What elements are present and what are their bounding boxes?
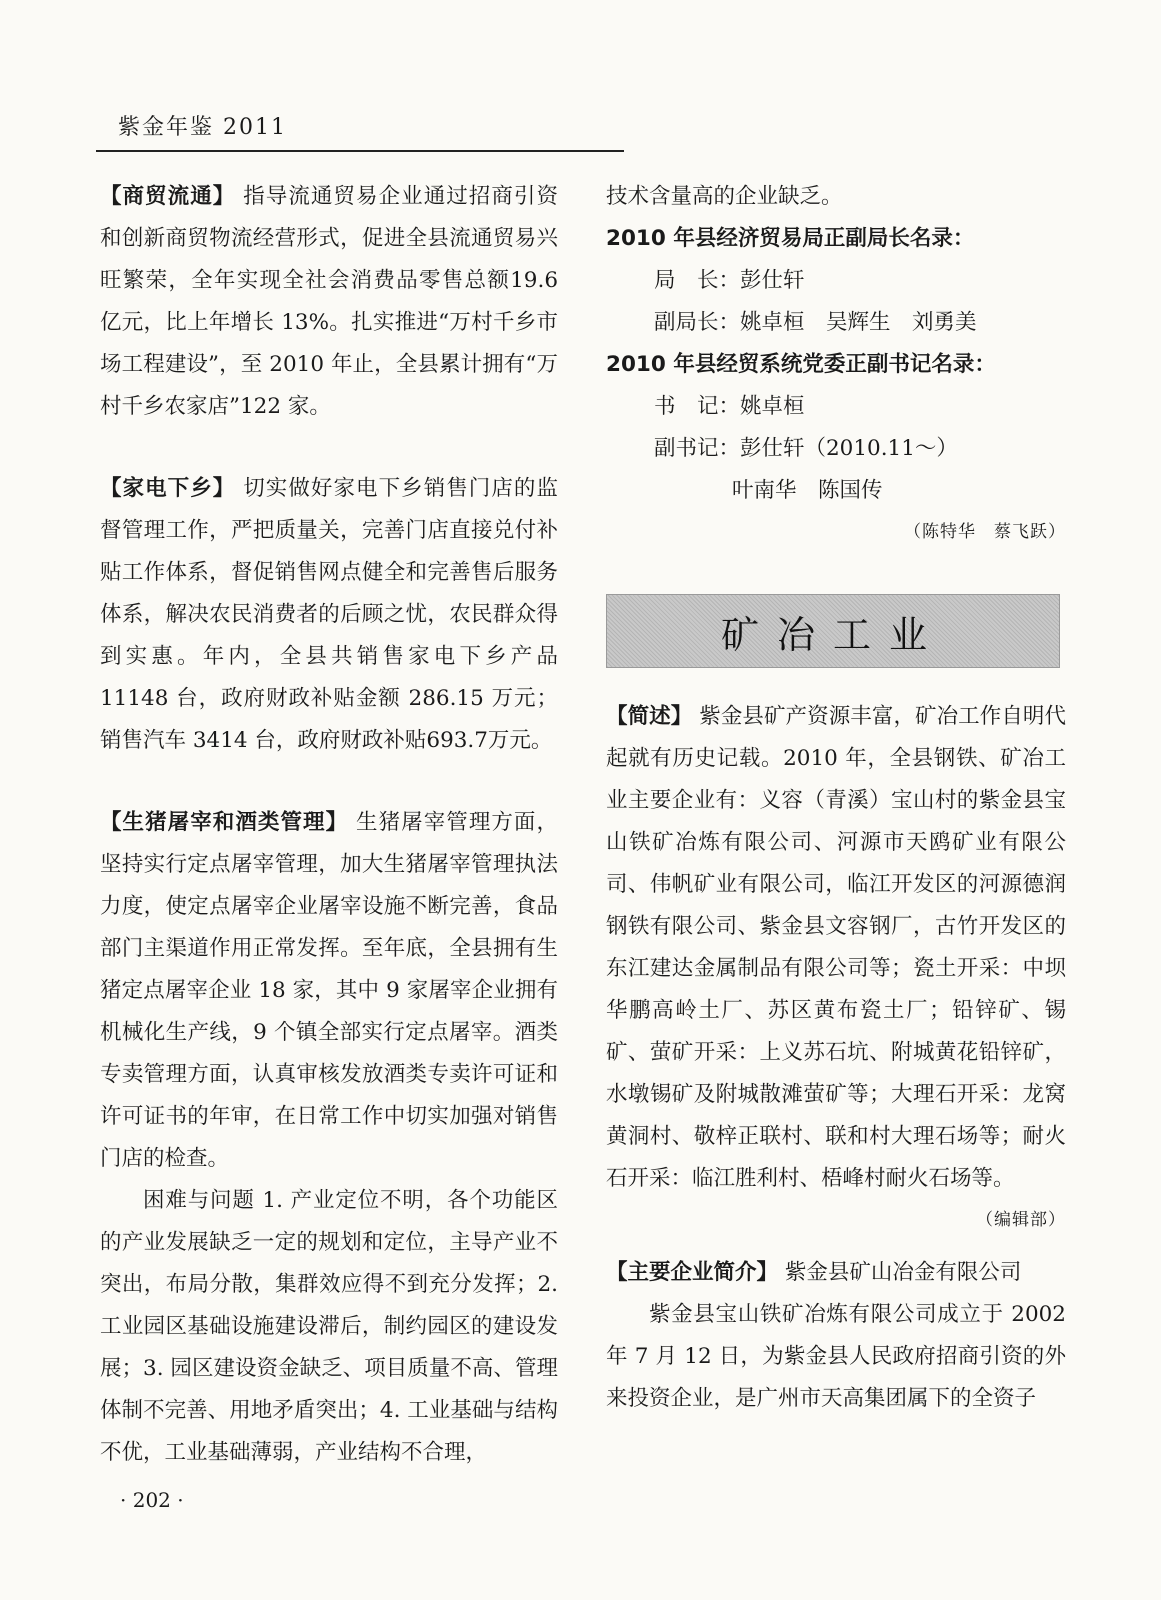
problems-lead: 困难与问题 xyxy=(143,1188,255,1213)
section-keyword: 【家电下乡】 xyxy=(100,476,236,501)
paragraph-slaughter-liquor xyxy=(100,802,558,1180)
page-number: · 202 · xyxy=(120,1488,184,1512)
header-rule xyxy=(96,150,624,152)
paragraph-text: 生猪屠宰管理方面，坚持实行定点屠宰管理，加大生猪屠宰管理执法力度，使定点屠宰企业屠宰设施不断完善，食品部门主渠道作用正常发挥。至年底，全县拥有生猪定点屠宰企业 18 家，其中 9 家屠宰企业拥有机械化生产线，9 个镇全部实行定点屠宰。酒类专卖管理方面，认真审核发放酒类专卖许可证和许可证书的年审，在日常工作中切实加强对销售门店的检查。 xyxy=(100,810,558,1171)
list-row: 局 长：彭仕轩 xyxy=(654,268,805,293)
list-row: 叶南华 陈国传 xyxy=(732,478,883,503)
paragraph-enterprise-detail: 紫金县宝山铁矿冶炼有限公司成立于 2002 年 7 月 12 日，为紫金县人民政府招商引资的外来投资企业，是广州市天高集团属下的全资子 xyxy=(606,1302,1066,1411)
paragraph-continuation: 技术含量高的企业缺乏。 xyxy=(606,184,843,209)
paragraph-overview xyxy=(606,696,1066,1200)
running-title: 紫金年鉴 2011 xyxy=(118,115,287,140)
section-title: 矿冶工业 xyxy=(720,612,945,657)
section-banner xyxy=(606,594,1060,668)
paragraph-commerce xyxy=(100,176,558,428)
list-title-bureau: 2010 年县经济贸易局正副局长名录： xyxy=(606,226,975,251)
right-column xyxy=(606,176,1066,1420)
section-keyword: 【生猪屠宰和酒类管理】 xyxy=(100,810,349,835)
author-credit: （陈特华 蔡飞跃） xyxy=(904,522,1066,542)
paragraph-text: 指导流通贸易企业通过招商引资和创新商贸物流经营形式，促进全县流通贸易兴旺繁荣，全年实现全社会消费品零售总额19.6 亿元，比上年增长 13%。扎实推进“万村千乡市场工程建设”，至 2010 年止，全县累计拥有“万村千乡农家店”122 家。 xyxy=(100,184,558,419)
paragraph-appliances xyxy=(100,468,558,762)
list-row: 副书记：彭仕轩（2010.11～） xyxy=(654,436,958,461)
paragraph-problems xyxy=(100,1180,558,1474)
section-keyword: 【简述】 xyxy=(606,704,693,729)
paragraph-text: 紫金县矿产资源丰富，矿冶工作自明代起就有历史记载。2010 年，全县钢铁、矿冶工业主要企业有：义容（青溪）宝山村的紫金县宝山铁矿冶炼有限公司、河源市天鸥矿业有限公司、伟帆矿业有限公司，临江开发区的河源德润钢铁有限公司、紫金县文容钢厂，古竹开发区的东江建达金属制品有限公司等；瓷土开采：中坝华鹏高岭土厂、苏区黄布瓷土厂；铅锌矿、锡矿、萤矿开采：上义苏石坑、附城黄花铅锌矿，水墩锡矿及附城散滩萤矿等；大理石开采：龙窝黄洞村、敬梓正联村、联和村大理石场等；耐火石开采：临江胜利村、梧峰村耐火石场等。 xyxy=(606,704,1066,1191)
paragraph-enterprises xyxy=(606,1252,1066,1294)
paragraph-text: 紫金县矿山冶金有限公司 xyxy=(778,1260,1022,1285)
paragraph-text: 1. 产业定位不明，各个功能区的产业发展缺乏一定的规划和定位，主导产业不突出，布局分散，集群效应得不到充分发挥；2. 工业园区基础设施建设滞后，制约园区的建设发展；3. 园区建设资金缺乏、项目质量不高、管理体制不完善、用地矛盾突出；4. 工业基础与结构不优，工业基础薄弱，产业结构不合理， xyxy=(100,1188,558,1465)
section-keyword: 【主要企业简介】 xyxy=(606,1260,779,1285)
author-credit: （编辑部） xyxy=(976,1210,1066,1230)
list-row: 书 记：姚卓桓 xyxy=(654,394,805,419)
list-title-party: 2010 年县经贸系统党委正副书记名录： xyxy=(606,352,996,377)
left-column xyxy=(100,176,558,1474)
paragraph-text: 切实做好家电下乡销售门店的监督管理工作，严把质量关，完善门店直接兑付补贴工作体系，督促销售网点健全和完善售后服务体系，解决农民消费者的后顾之忧，农民群众得到实惠。年内，全县共销售家电下乡产品 11148 台，政府财政补贴金额 286.15 万元；销售汽车 3414 台，政府财政补贴693.7万元。 xyxy=(100,476,558,753)
list-row: 副局长：姚卓桓 吴辉生 刘勇美 xyxy=(654,310,977,335)
section-keyword: 【商贸流通】 xyxy=(100,184,236,209)
